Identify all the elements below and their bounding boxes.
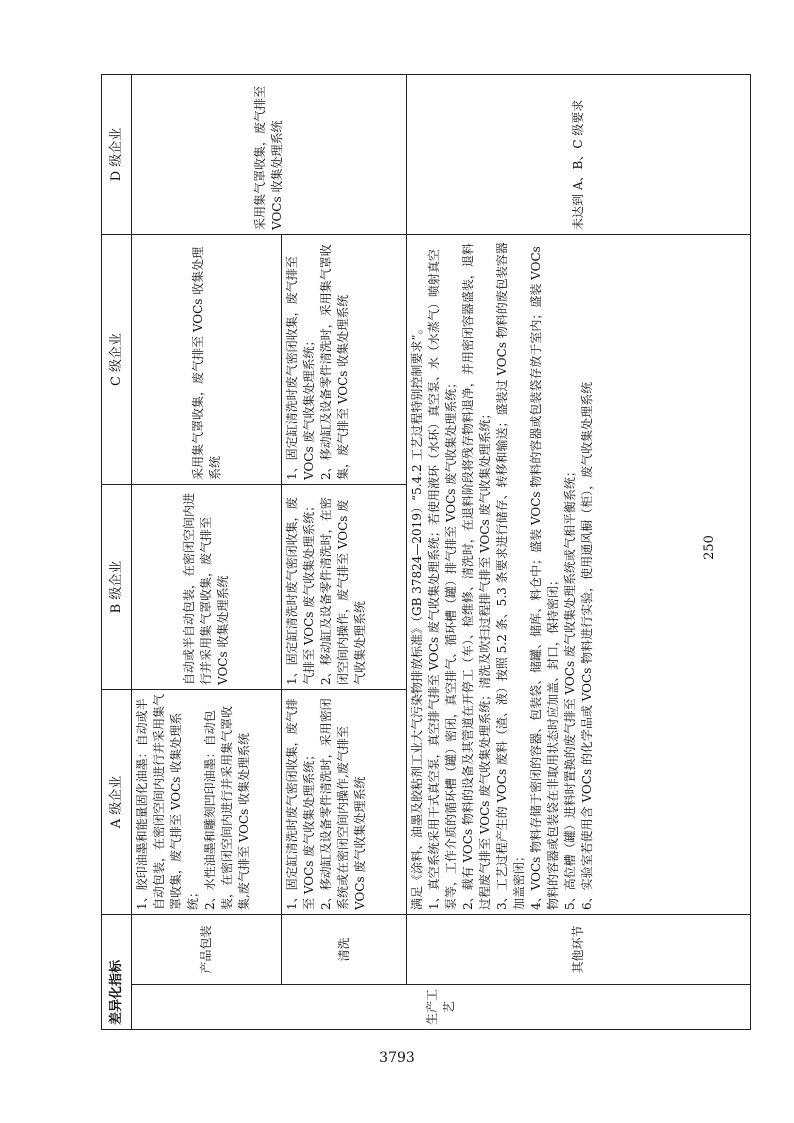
packaging-a-item: 1、胶印油墨和能量固化油墨：自动或半自动包装，在密闭空间内进行并采用集气罩收集，废气排至 VOCs 收集处理系统；	[135, 693, 200, 910]
header-b: B 级企业	[102, 484, 132, 689]
cleaning-a	[282, 689, 407, 914]
packaging-a	[132, 689, 282, 914]
footer-number: 3793	[379, 1050, 415, 1066]
other-item: 1、真空系统采用干式真空泵，真空排气排至 VOCs 废气收集处理系统；若使用液环（水环）真空泵、水（水蒸气）喷射真空泵等，工作介质的循环槽（罐）密闭，真空排气、循环槽（罐）排气排至 VOCs 废气收集处理系统；	[427, 249, 458, 910]
header-a: A 级企业	[102, 689, 132, 914]
header-d: D 级企业	[102, 74, 132, 234]
cleaning-b-item: 2、移动缸及设备零件清洗时，在密闭空间内操作，废气排至 VOCs 废气收集处理系统	[319, 497, 367, 685]
sub-packaging: 产品包装	[132, 914, 282, 984]
packaging-b	[132, 484, 282, 689]
packaging-c-item: 采用集气罩收集，废气排至 VOCs 收集处理系统	[190, 246, 222, 480]
cleaning-c-item: 2、移动缸及设备零件清洗时，采用集气罩收集，废气排至 VOCs 收集处理系统	[319, 244, 350, 480]
cleaning-b	[282, 484, 407, 689]
other-item: 满足《涂料、油墨及胶粘剂工业大气污染物排放标准》（GB 37824—2019）“5.4.2 工艺过程特别控制要求”。	[410, 322, 424, 910]
packaging-cleaning-d: 采用集气罩收集，废气排至 VOCs 收集处理系统	[132, 74, 407, 234]
other-item: 4、VOCs 物料存储于密闭的容器、包装袋、储罐、储库、料仓中；盛装 VOCs 物料的容器或包装袋存放于室内；盛装 VOCs 物料的容器或包装袋在非取用状态时应加盖、封口，保持密闭；	[529, 246, 560, 910]
packaging-b-item: 自动或半自动包装，在密闭空间内进行并采用集气罩收集，废气排至 VOCs 收集处理系统	[182, 492, 230, 685]
rotated-page	[101, 75, 751, 1030]
other-item: 2、载有 VOCs 物料的设备及其管道在开停工（车）、检维修、清洗时，在退料阶段将残存物料退净，并用密闭容器盛装，退料过程废气排至 VOCs 废气收集处理系统；清洗及吹扫过程排气排至 VOCs 废气收集处理系统；	[461, 243, 492, 910]
packaging-a-item: 2、水性油墨和雕刻凹印油墨：自动包装，在密闭空间内进行并采用集气罩收集,废气排至 VOCs 收集处理系统	[203, 705, 251, 910]
other-abc	[407, 234, 751, 914]
page-number: 250	[701, 535, 717, 560]
header-row	[102, 74, 132, 1029]
other-item: 6、实验室若使用含 VOCs 的化学品或 VOCs 物料进行实验，使用通风橱（柜），废气收集处理系统	[580, 381, 594, 910]
row-other	[407, 74, 751, 1029]
cleaning-c	[282, 234, 407, 484]
cleaning-b-item: 1、固定缸清洗时废气密闭收集，废气排至 VOCs 废气收集处理系统；	[285, 497, 316, 685]
cleaning-c-item: 1、固定缸清洗时废气密闭收集，废气排至 VOCs 废气收集处理系统；	[285, 256, 316, 480]
cleaning-a-item: 1、固定缸清洗时废气密闭收集，废气排至 VOCs 废气收集处理系统；	[285, 698, 316, 910]
sub-cleaning: 清洗	[282, 914, 407, 984]
row-packaging	[132, 74, 282, 1029]
header-c: C 级企业	[102, 234, 132, 484]
packaging-c	[132, 234, 282, 484]
other-d: 未达到 A、B、C 级要求	[407, 74, 751, 234]
cleaning-a-item: 2、移动缸及设备零件清洗时，采用密闭系统或在密闭空间内操作,废气排至 VOCs 废气收集处理系统	[319, 698, 367, 910]
other-item: 5、高位槽（罐）进料时置换的废气排至 VOCs 废气收集处理系统或气相平衡系统；	[563, 465, 577, 910]
header-indicator: 差异化指标	[102, 914, 132, 1029]
sub-other: 其他环节	[407, 914, 751, 984]
category-cell: 生产工艺	[132, 985, 751, 1030]
comparison-table	[101, 74, 751, 1030]
other-item: 3、工艺过程产生的 VOCs 废料（渣、液）按照 5.2 条、5.3 条要求进行储存、转移和输送；盛装过 VOCs 物料的废包装容器加盖密闭；	[495, 242, 526, 910]
